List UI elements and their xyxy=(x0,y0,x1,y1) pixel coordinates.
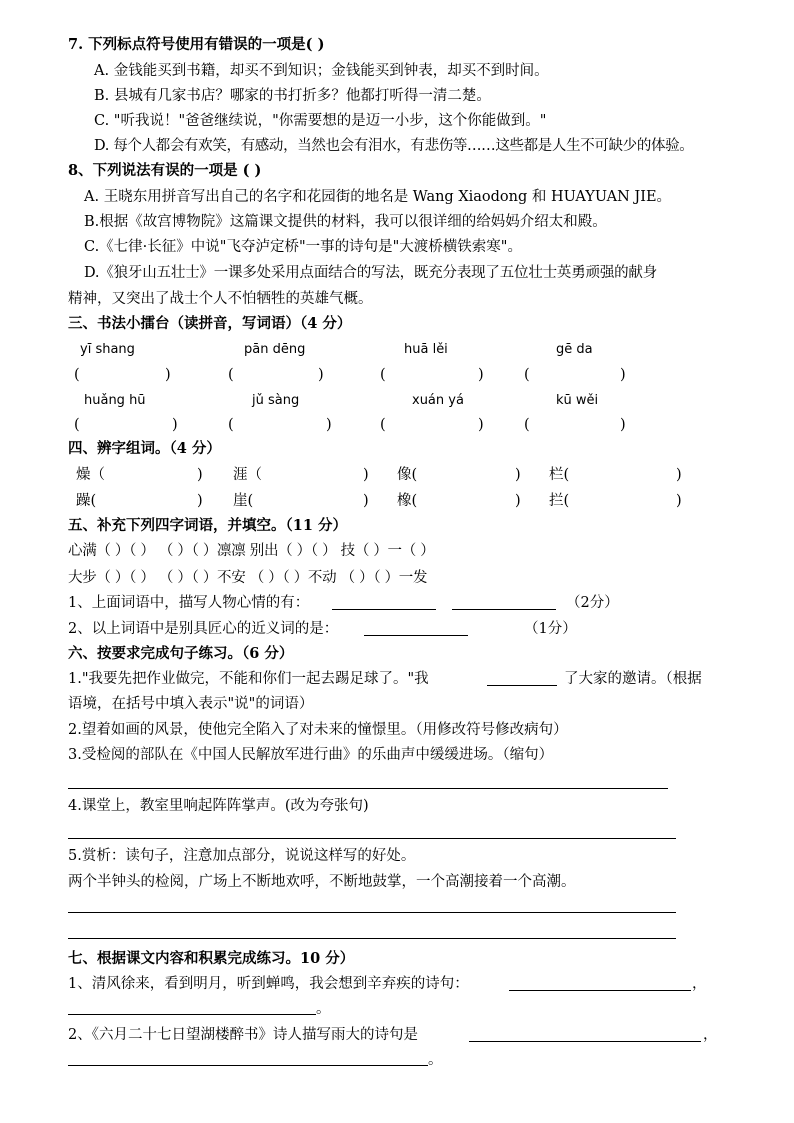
s6-q2: 2.望着如画的风景，使他完全陷入了对未来的憧憬里。（用修改符号修改病句） xyxy=(68,722,568,738)
answer-paren-open: ( xyxy=(228,417,234,433)
pinyin-2: pān dēng xyxy=(244,342,306,357)
char-1: 燥（ xyxy=(76,467,105,483)
s7-period: 。 xyxy=(428,1052,443,1068)
q8-title: 8、下列说法有误的一项是 ( ) xyxy=(68,162,262,179)
q8-option-d-line2: 精神，又突出了战士个人不怕牺牲的英雄气概。 xyxy=(68,291,373,307)
answer-blank[interactable] xyxy=(332,609,436,610)
section7-title: 七、根据课文内容和积累完成练习。10 分） xyxy=(68,950,355,967)
close-paren: ) xyxy=(363,493,369,509)
s6-q4: 4.课堂上，教室里响起阵阵掌声。(改为夸张句) xyxy=(68,798,369,814)
s6-q1-part1: 1."我要先把作业做完，不能和你们一起去踢足球了。"我 xyxy=(68,671,429,687)
q8-option-b: B.根据《故宫博物院》这篇课文提供的材料，我可以很详细的给妈妈介绍太和殿。 xyxy=(84,214,607,230)
char-2: 涯（ xyxy=(233,467,262,483)
answer-line[interactable] xyxy=(68,912,676,913)
q7-option-d: D. 每个人都会有欢笑，有感动，当然也会有泪水，有悲伤等……这些都是人生不可缺少的体验。 xyxy=(94,138,694,154)
q8-option-c: C.《七律·长征》中说"飞夺泸定桥"一事的诗句是"大渡桥横铁索寒"。 xyxy=(84,239,522,255)
answer-paren-open: ( xyxy=(380,367,386,383)
answer-paren-close: ) xyxy=(326,417,332,433)
idiom-line-2: 大步（ ）（ ） （ ）（ ）不安 （ ）（ ）不动 （ ）（ ）一发 xyxy=(68,570,428,586)
section6-title: 六、按要求完成句子练习。（6 分） xyxy=(68,645,294,662)
idiom-line-1: 心满（ ）（ ） （ ）（ ）凛凛 别出（ ）（ ） 技（ ）一（ ） xyxy=(68,543,435,559)
pinyin-8: kū wěi xyxy=(556,393,599,408)
s6-q5: 5.赏析：读句子，注意加点部分，说说这样写的好处。 xyxy=(68,848,416,864)
char-8: 拦( xyxy=(549,493,570,509)
answer-paren-close: ) xyxy=(620,367,626,383)
answer-paren-open: ( xyxy=(524,367,530,383)
answer-paren-close: ) xyxy=(620,417,626,433)
q7-option-a: A. 金钱能买到书籍，却买不到知识；金钱能买到钟表，却买不到时间。 xyxy=(94,63,549,79)
q8-option-a: A. 王晓东用拼音写出自己的名字和花园街的地名是 Wang Xiaodong 和 HUAYUAN JIE。 xyxy=(84,189,672,205)
pinyin-3: huā lěi xyxy=(404,342,448,357)
answer-line[interactable] xyxy=(68,938,676,939)
pinyin-1: yī shang xyxy=(80,342,135,357)
close-paren: ) xyxy=(197,493,203,509)
q7-option-b: B. 县城有几家书店？哪家的书打折多？他都打听得一清二楚。 xyxy=(94,88,491,104)
q7-option-c: C. "听我说！"爸爸继续说，"你需要想的是迈一小步，这个你能做到。" xyxy=(94,113,547,129)
section4-title: 四、辨字组词。（4 分） xyxy=(68,440,221,457)
close-paren: ) xyxy=(676,467,682,483)
answer-line[interactable] xyxy=(68,838,676,839)
answer-paren-close: ) xyxy=(165,367,171,383)
s7-q2: 2、《六月二十七日望湖楼醉书》诗人描写雨大的诗句是 xyxy=(68,1027,418,1043)
s5-q1: 1、上面词语中，描写人物心情的有： xyxy=(68,595,310,611)
close-paren: ) xyxy=(197,467,203,483)
answer-paren-open: ( xyxy=(74,367,80,383)
s6-q3: 3.受检阅的部队在《中国人民解放军进行曲》的乐曲声中缓缓进场。（缩句） xyxy=(68,747,554,763)
s6-q5-sentence: 两个半钟头的检阅，广场上不断地欢呼，不断地鼓掌，一个高潮接着一个高潮。 xyxy=(68,874,576,890)
pinyin-4: gē da xyxy=(556,342,593,357)
s7-period: 。 xyxy=(316,1001,331,1017)
answer-blank[interactable] xyxy=(487,685,557,686)
char-3: 像( xyxy=(397,467,418,483)
answer-paren-open: ( xyxy=(380,417,386,433)
char-4: 栏( xyxy=(549,467,570,483)
s5-q2-score: （1分） xyxy=(524,621,577,637)
s7-q1: 1、清风徐来，看到明月，听到蝉鸣，我会想到辛弃疾的诗句： xyxy=(68,976,469,992)
char-6: 崖( xyxy=(233,493,254,509)
s5-q1-score: （2分） xyxy=(566,595,619,611)
section5-title: 五、补充下列四字词语，并填空。（11 分） xyxy=(68,517,347,534)
char-7: 橡( xyxy=(397,493,418,509)
answer-blank[interactable] xyxy=(68,1065,428,1066)
answer-paren-close: ) xyxy=(478,367,484,383)
s6-q1-part3: 语境，在括号中填入表示"说"的词语） xyxy=(68,696,314,712)
answer-paren-open: ( xyxy=(524,417,530,433)
s7-comma: ， xyxy=(703,1027,718,1043)
char-5: 躁( xyxy=(76,493,97,509)
answer-paren-open: ( xyxy=(228,367,234,383)
q8-option-d-line1: D.《狼牙山五壮士》一课多处采用点面结合的写法，既充分表现了五位壮士英勇顽强的献身 xyxy=(84,265,658,281)
answer-blank[interactable] xyxy=(509,990,691,991)
answer-paren-close: ) xyxy=(318,367,324,383)
section3-title: 三、书法小擂台（读拼音，写词语）（4 分） xyxy=(68,315,352,332)
answer-paren-close: ) xyxy=(172,417,178,433)
close-paren: ) xyxy=(363,467,369,483)
answer-blank[interactable] xyxy=(68,1014,316,1015)
pinyin-6: jǔ sàng xyxy=(252,393,300,408)
pinyin-5: huǎng hū xyxy=(84,393,146,408)
close-paren: ) xyxy=(676,493,682,509)
answer-blank[interactable] xyxy=(364,635,468,636)
answer-blank[interactable] xyxy=(452,609,556,610)
answer-paren-open: ( xyxy=(74,417,80,433)
s5-q2: 2、以上词语中是别具匠心的近义词的是： xyxy=(68,621,339,637)
answer-line[interactable] xyxy=(68,788,668,789)
close-paren: ) xyxy=(515,467,521,483)
answer-paren-close: ) xyxy=(478,417,484,433)
pinyin-7: xuán yá xyxy=(412,393,464,408)
answer-blank[interactable] xyxy=(469,1041,701,1042)
close-paren: ) xyxy=(515,493,521,509)
s6-q1-part2: 了大家的邀请。（根据 xyxy=(564,671,702,687)
q7-title: 7. 下列标点符号使用有错误的一项是( ) xyxy=(68,36,325,53)
s7-comma: ， xyxy=(692,976,707,992)
